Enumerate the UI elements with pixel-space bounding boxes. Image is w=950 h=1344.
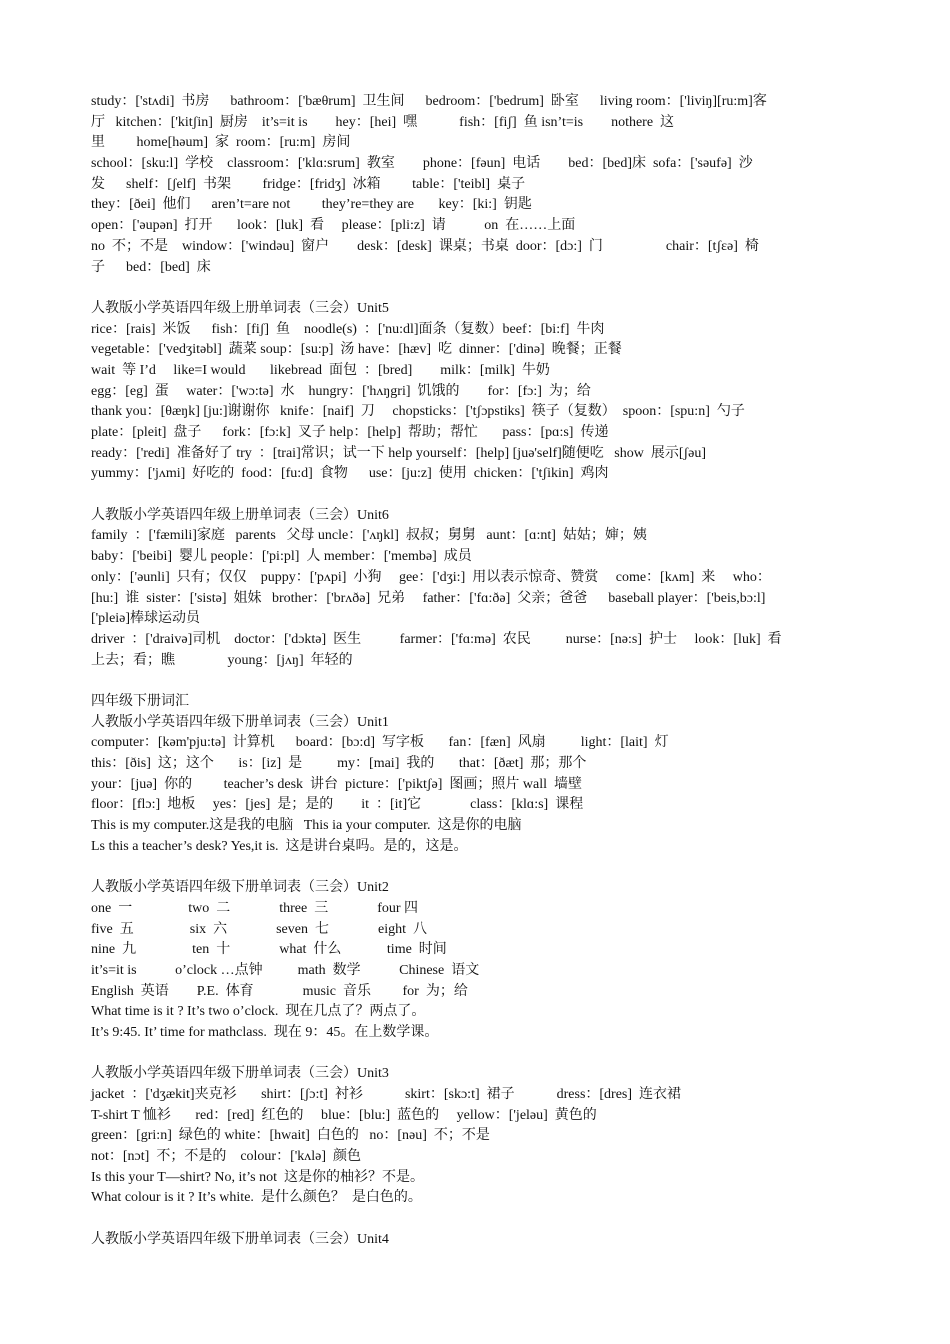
text-line: ready：['redi] 准备好了 try ：[trai]常识；试一下 help yourself：[help] [juə'self]随便吃 show 展示[ʃəu] <box>91 445 707 461</box>
text-line: one 一 two 二 three 三 four 四 <box>91 900 419 916</box>
text-line: floor：[flɔ:] 地板 yes：[jes] 是；是的 it ：[it]它 class：[klɑ:s] 课程 <box>91 797 584 813</box>
text-line: nine 九 ten 十 what 什么 time 时间 <box>91 942 447 958</box>
text-line: driver ：['draivə]司机 doctor：['dɔktə] 医生 farmer：['fɑ:mə] 农民 nurse：[nə:s] 护士 look：[luk] 看 <box>91 631 782 647</box>
text-line: 人教版小学英语四年级上册单词表（三会）Unit6 <box>91 507 389 523</box>
text-line: [hu:] 谁 sister：['sistə] 姐妹 brother：['brʌðə] 兄弟 father：['fɑ:ðə] 父亲；爸爸 baseball player：['beis,bɔ:l] <box>91 590 766 606</box>
text-line: family ：['fæmili]家庭 parents 父母 uncle：['ʌŋkl] 叔叔；舅舅 aunt：[ɑ:nt] 姑姑；婶；姨 <box>91 528 647 544</box>
text-line: vegetable：['vedʒitəbl] 蔬菜 soup：[su:p] 汤 have：[hæv] 吃 dinner：['dinə] 晚餐；正餐 <box>91 342 622 358</box>
text-line: plate：[pleit] 盘子 fork：[fɔ:k] 叉子 help：[help] 帮助；帮忙 pass：[pɑ:s] 传递 <box>91 425 609 440</box>
text-line: only：['əunli] 只有；仅仅 puppy：['pʌpi] 小狗 gee：['dʒi:] 用以表示惊奇、赞赏 come：[kʌm] 来 who： <box>91 569 771 585</box>
text-line: It’s 9:45. It’ time for mathclass. 现在 9：45。在上数学课。 <box>91 1024 439 1040</box>
text-line: ['pleiə]棒球运动员 <box>91 611 201 627</box>
paragraph-gap <box>91 278 861 299</box>
text-line: T-shirt T 恤衫 red：[red] 红色的 blue：[blu:] 蓝色的 yellow：['jeləu] 黄色的 <box>91 1107 597 1123</box>
text-line: computer：[kəm'pju:tə] 计算机 board：[bɔ:d] 写字板 fan：[fæn] 风扇 light：[lait] 灯 <box>91 735 669 751</box>
text-line: What time is it ? It’s two o’clock. 现在几点了？两点了。 <box>91 1004 426 1020</box>
text-line: 人教版小学英语四年级下册单词表（三会）Unit3 <box>91 1066 389 1082</box>
text-line: not：[nɔt] 不；不是的 colour：['kʌlə] 颜色 <box>91 1149 362 1165</box>
text-line: yummy：['jʌmi] 好吃的 food：[fu:d] 食物 use：[ju:z] 使用 chicken：['tʃikin] 鸡肉 <box>91 466 609 482</box>
text-line: Is this your T—shirt? No, it’s not 这是你的柚衫？不是。 <box>91 1169 425 1185</box>
text-line: 上去；看；瞧 young：[jʌŋ] 年轻的 <box>91 652 353 668</box>
text-line: baby：['beibi] 婴儿 people：['pi:pl] 人 member：['membə] 成员 <box>91 549 472 565</box>
text-line: 四年级下册词汇 <box>91 693 189 709</box>
text-line: thank you：[θæŋk] [ju:]谢谢你 knife：[naif] 刀 chopsticks：['tʃɔpstiks] 筷子（复数） spoon：[spu:n] 勺子 <box>91 404 745 420</box>
text-line: jacket ：['dʒækit]夹克衫 shirt：[ʃɔ:t] 衬衫 skirt：[skɔ:t] 裙子 dress：[dres] 连衣裙 <box>91 1087 682 1102</box>
text-line: school：[sku:l] 学校 classroom：['klɑ:srum] 教室 phone：[fəun] 电话 bed：[bed]床 sofa：['səufə] 沙 <box>91 156 753 172</box>
document-page <box>91 92 861 1251</box>
paragraph-gap <box>91 857 861 878</box>
text-line: 发 shelf：[ʃelf] 书架 fridge：[fridʒ] 冰箱 table：['teibl] 桌子 <box>91 176 526 192</box>
text-line: 里 home[həum] 家 room：[ru:m] 房间 <box>91 135 351 151</box>
text-line: this：[ðis] 这；这个 is：[iz] 是 my：[mai] 我的 that：[ðæt] 那；那个 <box>91 756 587 771</box>
text-line: 厅 kitchen：['kitʃin] 厨房 it’s=it is hey：[hei] 嘿 fish：[fiʃ] 鱼 isn’t=is nothere 这 <box>91 114 675 130</box>
text-line: 人教版小学英语四年级下册单词表（三会）Unit2 <box>91 880 389 896</box>
text-line: 子 bed：[bed] 床 <box>91 259 211 275</box>
text-line: 人教版小学英语四年级下册单词表（三会）Unit1 <box>91 714 389 730</box>
text-line: your：[juə] 你的 teacher’s desk 讲台 picture：['piktʃə] 图画；照片 wall 墙壁 <box>91 776 582 792</box>
text-line: five 五 six 六 seven 七 eight 八 <box>91 921 427 937</box>
text-line: they：[ðei] 他们 aren’t=are not they’re=they are key：[ki:] 钥匙 <box>91 197 532 213</box>
paragraph-gap <box>91 1209 861 1230</box>
text-line: no 不；不是 window：['windəu] 窗户 desk：[desk] 课桌；书桌 door：[dɔ:] 门 chair：[tʃεə] 椅 <box>91 238 759 254</box>
text-line: study：['stʌdi] 书房 bathroom：['bæθrum] 卫生间 bedroom：['bedrum] 卧室 living room：['liviŋ][ru:m]客 <box>91 94 767 109</box>
paragraph-gap <box>91 671 861 692</box>
text-line: Ls this a teacher’s desk? Yes,it is. 这是讲台桌吗。是的，这是。 <box>91 838 468 854</box>
paragraph-gap <box>91 1044 861 1065</box>
text-line: it’s=it is o’clock …点钟 math 数学 Chinese 语文 <box>91 962 480 978</box>
text-line: wait 等 I’d like=I would likebread 面包 ：[bred] milk：[milk] 牛奶 <box>91 362 550 378</box>
paragraph-gap <box>91 485 861 506</box>
text-line: egg：[eg] 蛋 water：['wɔ:tə] 水 hungry：['hʌŋgri] 饥饿的 for：[fɔ:] 为；给 <box>91 383 591 399</box>
text-line: open：['əupən] 打开 look：[luk] 看 please：[pli:z] 请 on 在……上面 <box>91 218 576 234</box>
text-line: 人教版小学英语四年级下册单词表（三会）Unit4 <box>91 1231 389 1247</box>
text-line: English 英语 P.E. 体育 music 音乐 for 为；给 <box>91 983 468 999</box>
text-line: This is my computer.这是我的电脑 This ia your computer. 这是你的电脑 <box>91 818 522 834</box>
text-line: rice：[rais] 米饭 fish：[fiʃ] 鱼 noodle(s) ：['nu:dl]面条（复数）beef：[bi:f] 牛肉 <box>91 321 605 337</box>
text-line: 人教版小学英语四年级上册单词表（三会）Unit5 <box>91 300 389 316</box>
text-line: What colour is it ? It’s white. 是什么颜色？ 是白色的。 <box>91 1190 422 1206</box>
text-line: green：[gri:n] 绿色的 white：[hwait] 白色的 no：[nəu] 不；不是 <box>91 1128 490 1144</box>
